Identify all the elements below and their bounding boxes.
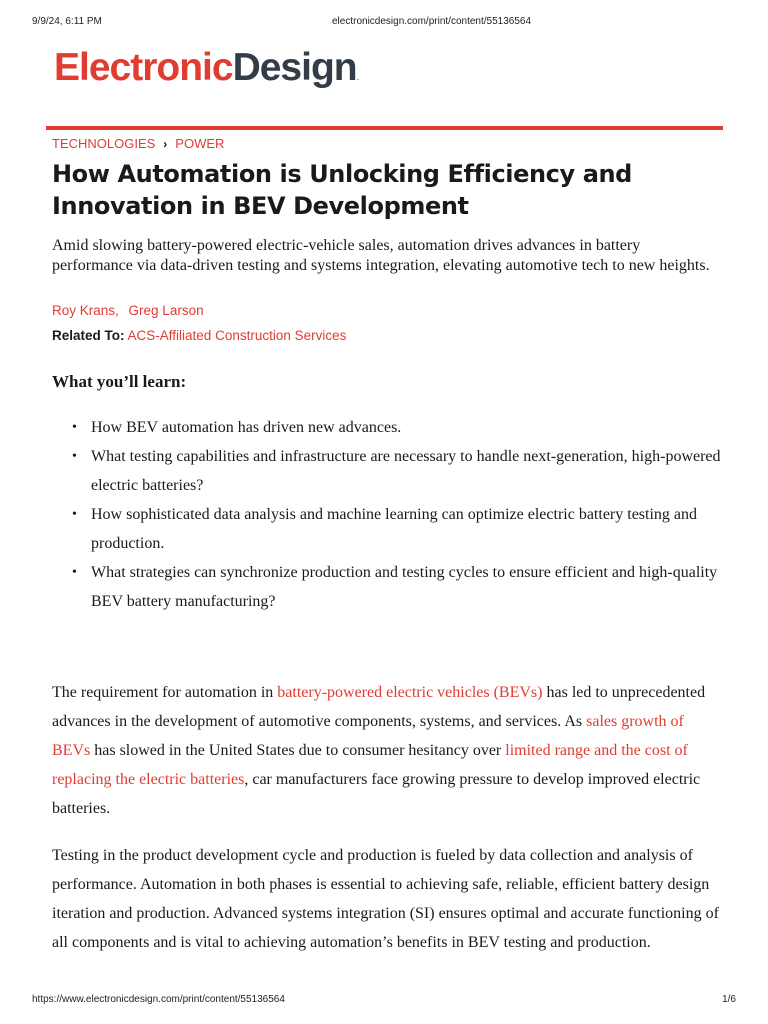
list-item: • How sophisticated data analysis and machine learning can optimize electric battery testing and production. — [72, 500, 724, 558]
related-label: Related To: — [52, 328, 125, 343]
list-item: • What strategies can synchronize production and testing cycles to ensure efficient and high-quality BEV battery manufacturing? — [72, 558, 724, 616]
chevron-right-icon: › — [163, 136, 168, 151]
print-url: electronicdesign.com/print/content/55136564 — [332, 16, 532, 27]
breadcrumb-power[interactable]: POWER — [175, 136, 225, 151]
link-sales-growth[interactable]: sales growth of BEVs — [52, 713, 684, 759]
paragraph-text: has slowed in the United States due to consumer hesitancy over — [90, 742, 506, 759]
author-link[interactable]: Roy Krans, — [52, 303, 119, 318]
print-footer — [32, 994, 736, 1006]
author-link[interactable]: Greg Larson — [128, 303, 204, 318]
print-date: 9/9/24, 6:11 PM — [32, 16, 102, 27]
link-bevs[interactable]: battery-powered electric vehicles (BEVs) — [277, 684, 543, 701]
print-header — [32, 16, 736, 30]
header-divider — [46, 126, 723, 130]
learn-list — [72, 413, 724, 616]
related-to — [52, 328, 346, 343]
logo-electronic: Electronic — [54, 46, 233, 89]
link-limited-range[interactable]: limited range and the cost of replacing the electric batteries — [52, 742, 688, 788]
logo-mark: . — [356, 72, 359, 82]
page-number: 1/6 — [722, 994, 736, 1005]
body-paragraph-2: Testing in the product development cycle and production is fueled by data collection and analysis of performance. Automation in both phases is essential to achieving safe, reliable, efficient battery design iteration and production. Advanced systems integration (SI) ensures optimal and accurate functioning of all components and is vital to achieving automation’s benefits in BEV testing and production. — [52, 847, 719, 951]
learn-heading: What you’ll learn: — [52, 372, 187, 391]
breadcrumb — [52, 136, 224, 151]
related-link[interactable]: ACS-Affiliated Construction Services — [127, 328, 347, 343]
article-title: How Automation is Unlocking Efficiency and Innovation in BEV Development — [52, 160, 632, 220]
list-item: • How BEV automation has driven new advances. — [72, 413, 724, 442]
footer-url: https://www.electronicdesign.com/print/content/55136564 — [32, 994, 285, 1005]
list-item: • What testing capabilities and infrastructure are necessary to handle next-generation, high-powered electric batteries? — [72, 442, 724, 500]
paragraph-text: , car manufacturers face growing pressure to develop improved electric batteries. — [52, 771, 701, 817]
article-dek: Amid slowing battery-powered electric-vehicle sales, automation drives advances in battery performance via data-driven testing and systems integration, elevating automotive tech to new heights. — [52, 237, 710, 274]
breadcrumb-technologies[interactable]: TECHNOLOGIES — [52, 136, 156, 151]
site-logo[interactable] — [54, 48, 358, 87]
paragraph-text: has led to unprecedented advances in the development of automotive components, systems, and services. As — [52, 684, 706, 730]
body-paragraph-1 — [52, 678, 724, 823]
author-list — [52, 303, 210, 318]
logo-design: Design — [232, 46, 357, 89]
paragraph-text: The requirement for automation in — [52, 684, 278, 701]
